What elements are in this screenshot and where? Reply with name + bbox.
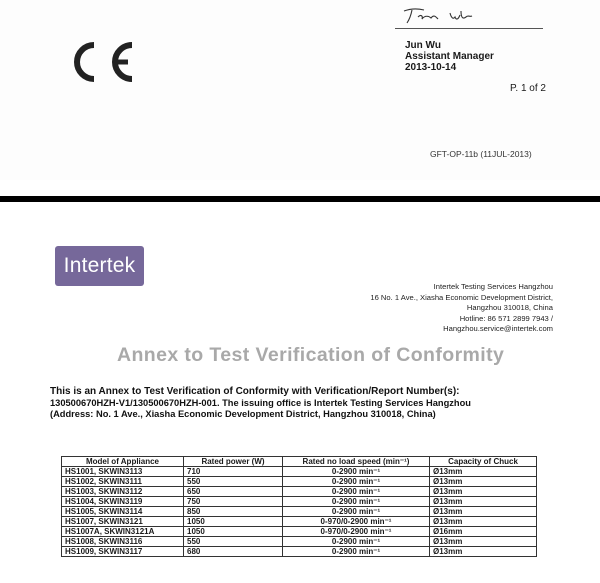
intro-line: 130500670HZH-V1/130500670HZH-001. The issuing office is Intertek Testing Services Hangzhou [50,397,471,408]
cell-chuck: Ø13mm [430,537,537,547]
cell-model: HS1007, SKWIN3121 [62,517,184,527]
cell-power: 710 [184,467,283,477]
signer-title: Assistant Manager [405,51,494,62]
ce-mark-icon [66,40,138,84]
cell-speed: 0-2900 min⁻¹ [283,547,430,557]
table-row [62,527,537,537]
address-line: Hangzhou.service@intertek.com [443,324,553,333]
cell-model: HS1004, SKWIN3119 [62,497,184,507]
cell-power: 1050 [184,527,283,537]
cell-model: HS1009, SKWIN3117 [62,547,184,557]
table-row [62,537,537,547]
header-speed: Rated no load speed (min⁻¹) [283,457,430,467]
cell-chuck: Ø13mm [430,517,537,527]
cell-model: HS1005, SKWIN3114 [62,507,184,517]
intro-line: (Address: No. 1 Ave., Xiasha Economic Development District, Hangzhou 310018, China) [50,409,436,419]
cell-power: 850 [184,507,283,517]
cell-power: 550 [184,537,283,547]
office-address [370,282,553,335]
cell-speed: 0-2900 min⁻¹ [283,477,430,487]
table-row [62,487,537,497]
address-line: Hotline: 86 571 2899 7943 / [459,313,553,323]
cell-power: 1050 [184,517,283,527]
cell-speed: 0-970/0-2900 min⁻¹ [283,517,430,527]
cell-model: HS1001, SKWIN3113 [62,467,184,477]
cell-chuck: Ø13mm [430,467,537,477]
intro-paragraph [50,386,570,421]
cell-power: 550 [184,477,283,487]
page-number: P. 1 of 2 [510,83,546,94]
header-chuck: Capacity of Chuck [430,457,537,467]
intertek-logo: Intertek [55,246,144,286]
table-row [62,467,537,477]
table-row [62,517,537,527]
intro-line: This is an Annex to Test Verification of Conformity with Verification/Report Number(s): [50,386,460,397]
table-row [62,507,537,517]
signature-line [395,28,543,29]
appliance-table [61,456,537,557]
page-2 [0,202,600,583]
cell-speed: 0-2900 min⁻¹ [283,537,430,547]
cell-speed: 0-2900 min⁻¹ [283,467,430,477]
cell-chuck: Ø13mm [430,497,537,507]
cell-speed: 0-970/0-2900 min⁻¹ [283,527,430,537]
table-row [62,477,537,487]
cell-chuck: Ø13mm [430,477,537,487]
signer-block [405,40,494,73]
annex-title: Annex to Test Verification of Conformity [117,344,505,366]
cell-speed: 0-2900 min⁻¹ [283,497,430,507]
signer-name: Jun Wu [405,40,441,51]
page-1-footer [0,0,600,180]
signature-date: 2013-10-14 [405,62,457,73]
cell-chuck: Ø16mm [430,527,537,537]
table-row [62,547,537,557]
cell-model: HS1008, SKWIN3116 [62,537,184,547]
cell-power: 750 [184,497,283,507]
cell-power: 650 [184,487,283,497]
table-header-row [62,457,537,467]
cell-model: HS1002, SKWIN3111 [62,477,184,487]
header-model: Model of Appliance [62,457,184,467]
address-line: Hangzhou 310018, China [466,303,553,312]
form-code: GFT-OP-11b (11JUL-2013) [430,149,532,159]
cell-chuck: Ø13mm [430,487,537,497]
cell-model: HS1007A, SKWIN3121A [62,527,184,537]
cell-chuck: Ø13mm [430,507,537,517]
address-line: Intertek Testing Services Hangzhou [433,282,553,291]
address-line: 16 No. 1 Ave., Xiasha Economic Development District, [370,292,553,302]
signature-icon [398,4,478,28]
header-power: Rated power (W) [184,457,283,467]
cell-chuck: Ø13mm [430,547,537,557]
table-body [62,467,537,557]
cell-power: 680 [184,547,283,557]
cell-model: HS1003, SKWIN3112 [62,487,184,497]
cell-speed: 0-2900 min⁻¹ [283,487,430,497]
cell-speed: 0-2900 min⁻¹ [283,507,430,517]
table-row [62,497,537,507]
